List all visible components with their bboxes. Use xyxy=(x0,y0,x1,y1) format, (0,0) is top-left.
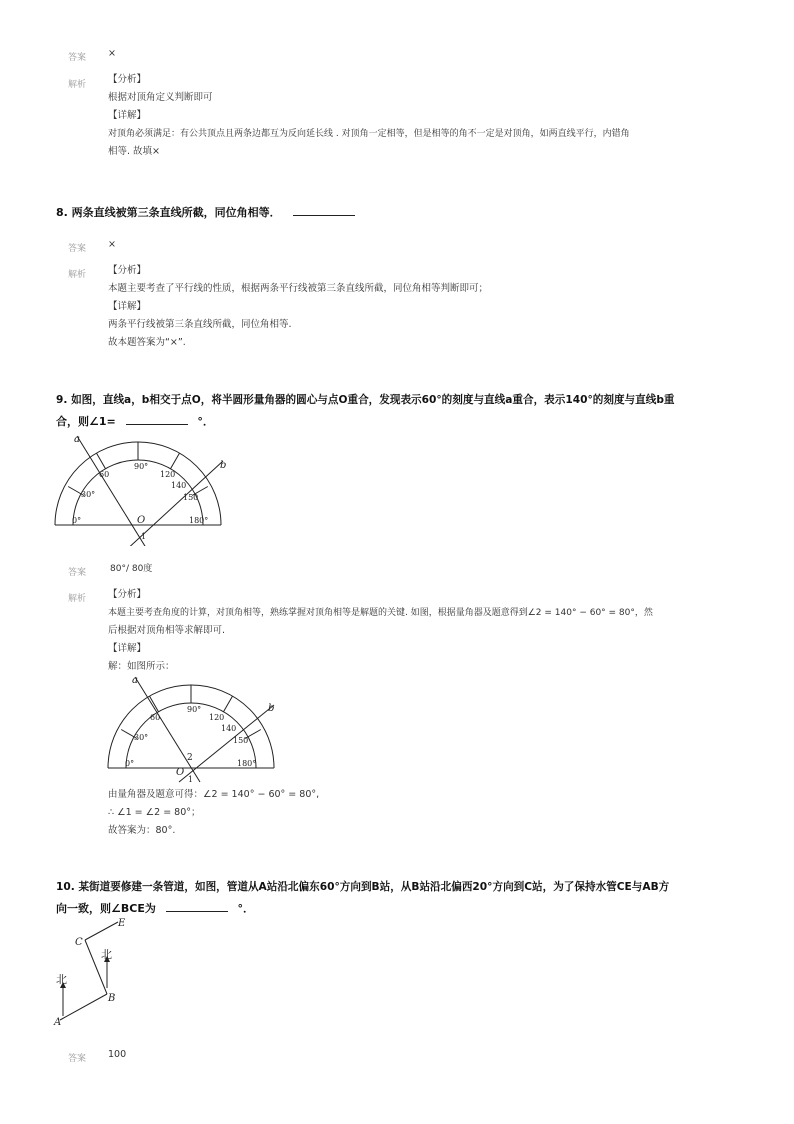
tick-140: 140 xyxy=(221,724,237,733)
point-a-label: A xyxy=(54,1017,62,1028)
answer-label: 答案 xyxy=(68,1054,87,1064)
xiangjie-text: 相等. 故填× xyxy=(108,146,160,157)
answer-value: × xyxy=(108,239,116,250)
answer-value: × xyxy=(108,48,116,59)
xiangjie-text: 故本题答案为“×”. xyxy=(108,337,186,348)
fenxi-text: 本题主要考查角度的计算，对顶角相等，熟练掌握对顶角相等是解题的关键. 如图，根据量角器及题意得到∠2 = 140° − 60° = 80°，然 xyxy=(108,608,653,618)
tick-180: 180° xyxy=(189,516,209,525)
jie-text: 解：如图所示： xyxy=(108,661,175,672)
question-text: 8. 两条直线被第三条直线所截，同位角相等． xyxy=(56,206,281,219)
fenxi-text: 根据对顶角定义判断即可 xyxy=(108,92,213,103)
tick-90: 90° xyxy=(187,705,202,714)
point-o-label: O xyxy=(137,515,146,526)
point-e-label: E xyxy=(118,918,126,929)
tick-120: 120 xyxy=(209,713,225,722)
tick-30: 30° xyxy=(81,490,96,499)
fenxi-heading: 【分析】 xyxy=(108,589,147,600)
protractor-figure xyxy=(50,428,230,546)
question-text: °． xyxy=(237,902,255,915)
answer-label: 答案 xyxy=(68,244,87,254)
north-label: 北 xyxy=(56,973,67,986)
xiangjie-heading: 【详解】 xyxy=(108,301,147,312)
point-b-label: B xyxy=(108,993,116,1004)
line-a-label: a xyxy=(74,434,80,445)
tick-60: 60 xyxy=(99,470,110,479)
question-text: 合，则∠1= xyxy=(56,415,116,428)
tick-150: 150 xyxy=(233,736,249,745)
answer-value: 100 xyxy=(108,1049,127,1060)
tick-90: 90° xyxy=(134,462,149,471)
angle-1-label: 1 xyxy=(188,775,194,784)
analysis-label: 解析 xyxy=(68,594,87,604)
fenxi-heading: 【分析】 xyxy=(108,265,147,276)
question-9: 9. 如图，直线a，b相交于点O，将半圆形量角器的圆心与点O重合，发现表示60°的刻度与直线a重合，表示140°的刻度与直线b重 xyxy=(56,394,675,406)
pipeline-figure xyxy=(50,912,130,1032)
answer-blank xyxy=(166,901,228,912)
analysis-label: 解析 xyxy=(68,270,87,280)
question-9-line2 xyxy=(56,413,214,429)
question-text: 向一致，则∠BCE为 xyxy=(56,902,156,915)
answer-blank xyxy=(126,414,188,425)
tick-180: 180° xyxy=(237,759,257,768)
tick-120: 120 xyxy=(160,470,176,479)
answer-blank xyxy=(293,205,355,216)
question-8 xyxy=(56,204,355,220)
tick-60: 60 xyxy=(150,713,161,722)
solution-step: ∴ ∠1 = ∠2 = 80°； xyxy=(108,807,201,818)
xiangjie-text: 两条平行线被第三条直线所截，同位角相等. xyxy=(108,319,292,330)
tick-30: 30° xyxy=(134,733,149,742)
answer-label: 答案 xyxy=(68,568,87,578)
answer-value: 80°/ 80度 xyxy=(110,564,153,574)
solution-step: 故答案为：80°. xyxy=(108,825,176,836)
tick-150: 150 xyxy=(183,493,199,502)
fenxi-text: 后根据对顶角相等求解即可. xyxy=(108,625,226,636)
question-text: °． xyxy=(197,415,214,428)
angle-1-label: 1 xyxy=(141,532,147,541)
fenxi-text: 本题主要考查了平行线的性质，根据两条平行线被第三条直线所截，同位角相等判断即可； xyxy=(108,283,489,294)
answer-label: 答案 xyxy=(68,53,87,63)
line-a-label: a xyxy=(132,675,138,686)
protractor-solution-figure xyxy=(103,672,283,784)
analysis-label: 解析 xyxy=(68,80,87,90)
question-10: 10. 某街道要修建一条管道，如图，管道从A站沿北偏东60°方向到B站，从B站沿北偏西20°方向到C站，为了保持水管CE与AB方 xyxy=(56,881,670,893)
xiangjie-heading: 【详解】 xyxy=(108,110,147,121)
tick-0: 0° xyxy=(125,759,135,768)
point-c-label: C xyxy=(75,937,83,948)
solution-step: 由量角器及题意可得：∠2 = 140° − 60° = 80°, xyxy=(108,789,320,800)
tick-140: 140 xyxy=(171,481,187,490)
line-b-label: b xyxy=(268,703,275,714)
point-o-label: O xyxy=(176,767,185,778)
tick-0: 0° xyxy=(72,516,82,525)
xiangjie-text: 对顶角必须满足：有公共顶点且两条边都互为反向延长线 . 对顶角一定相等，但是相等的角不一定是对顶角，如两直线平行，内错角 xyxy=(108,129,630,139)
angle-2-label: 2 xyxy=(187,753,193,763)
line-b-label: b xyxy=(220,460,227,471)
fenxi-heading: 【分析】 xyxy=(108,74,147,85)
north-label: 北 xyxy=(101,948,112,961)
xiangjie-heading: 【详解】 xyxy=(108,643,147,654)
